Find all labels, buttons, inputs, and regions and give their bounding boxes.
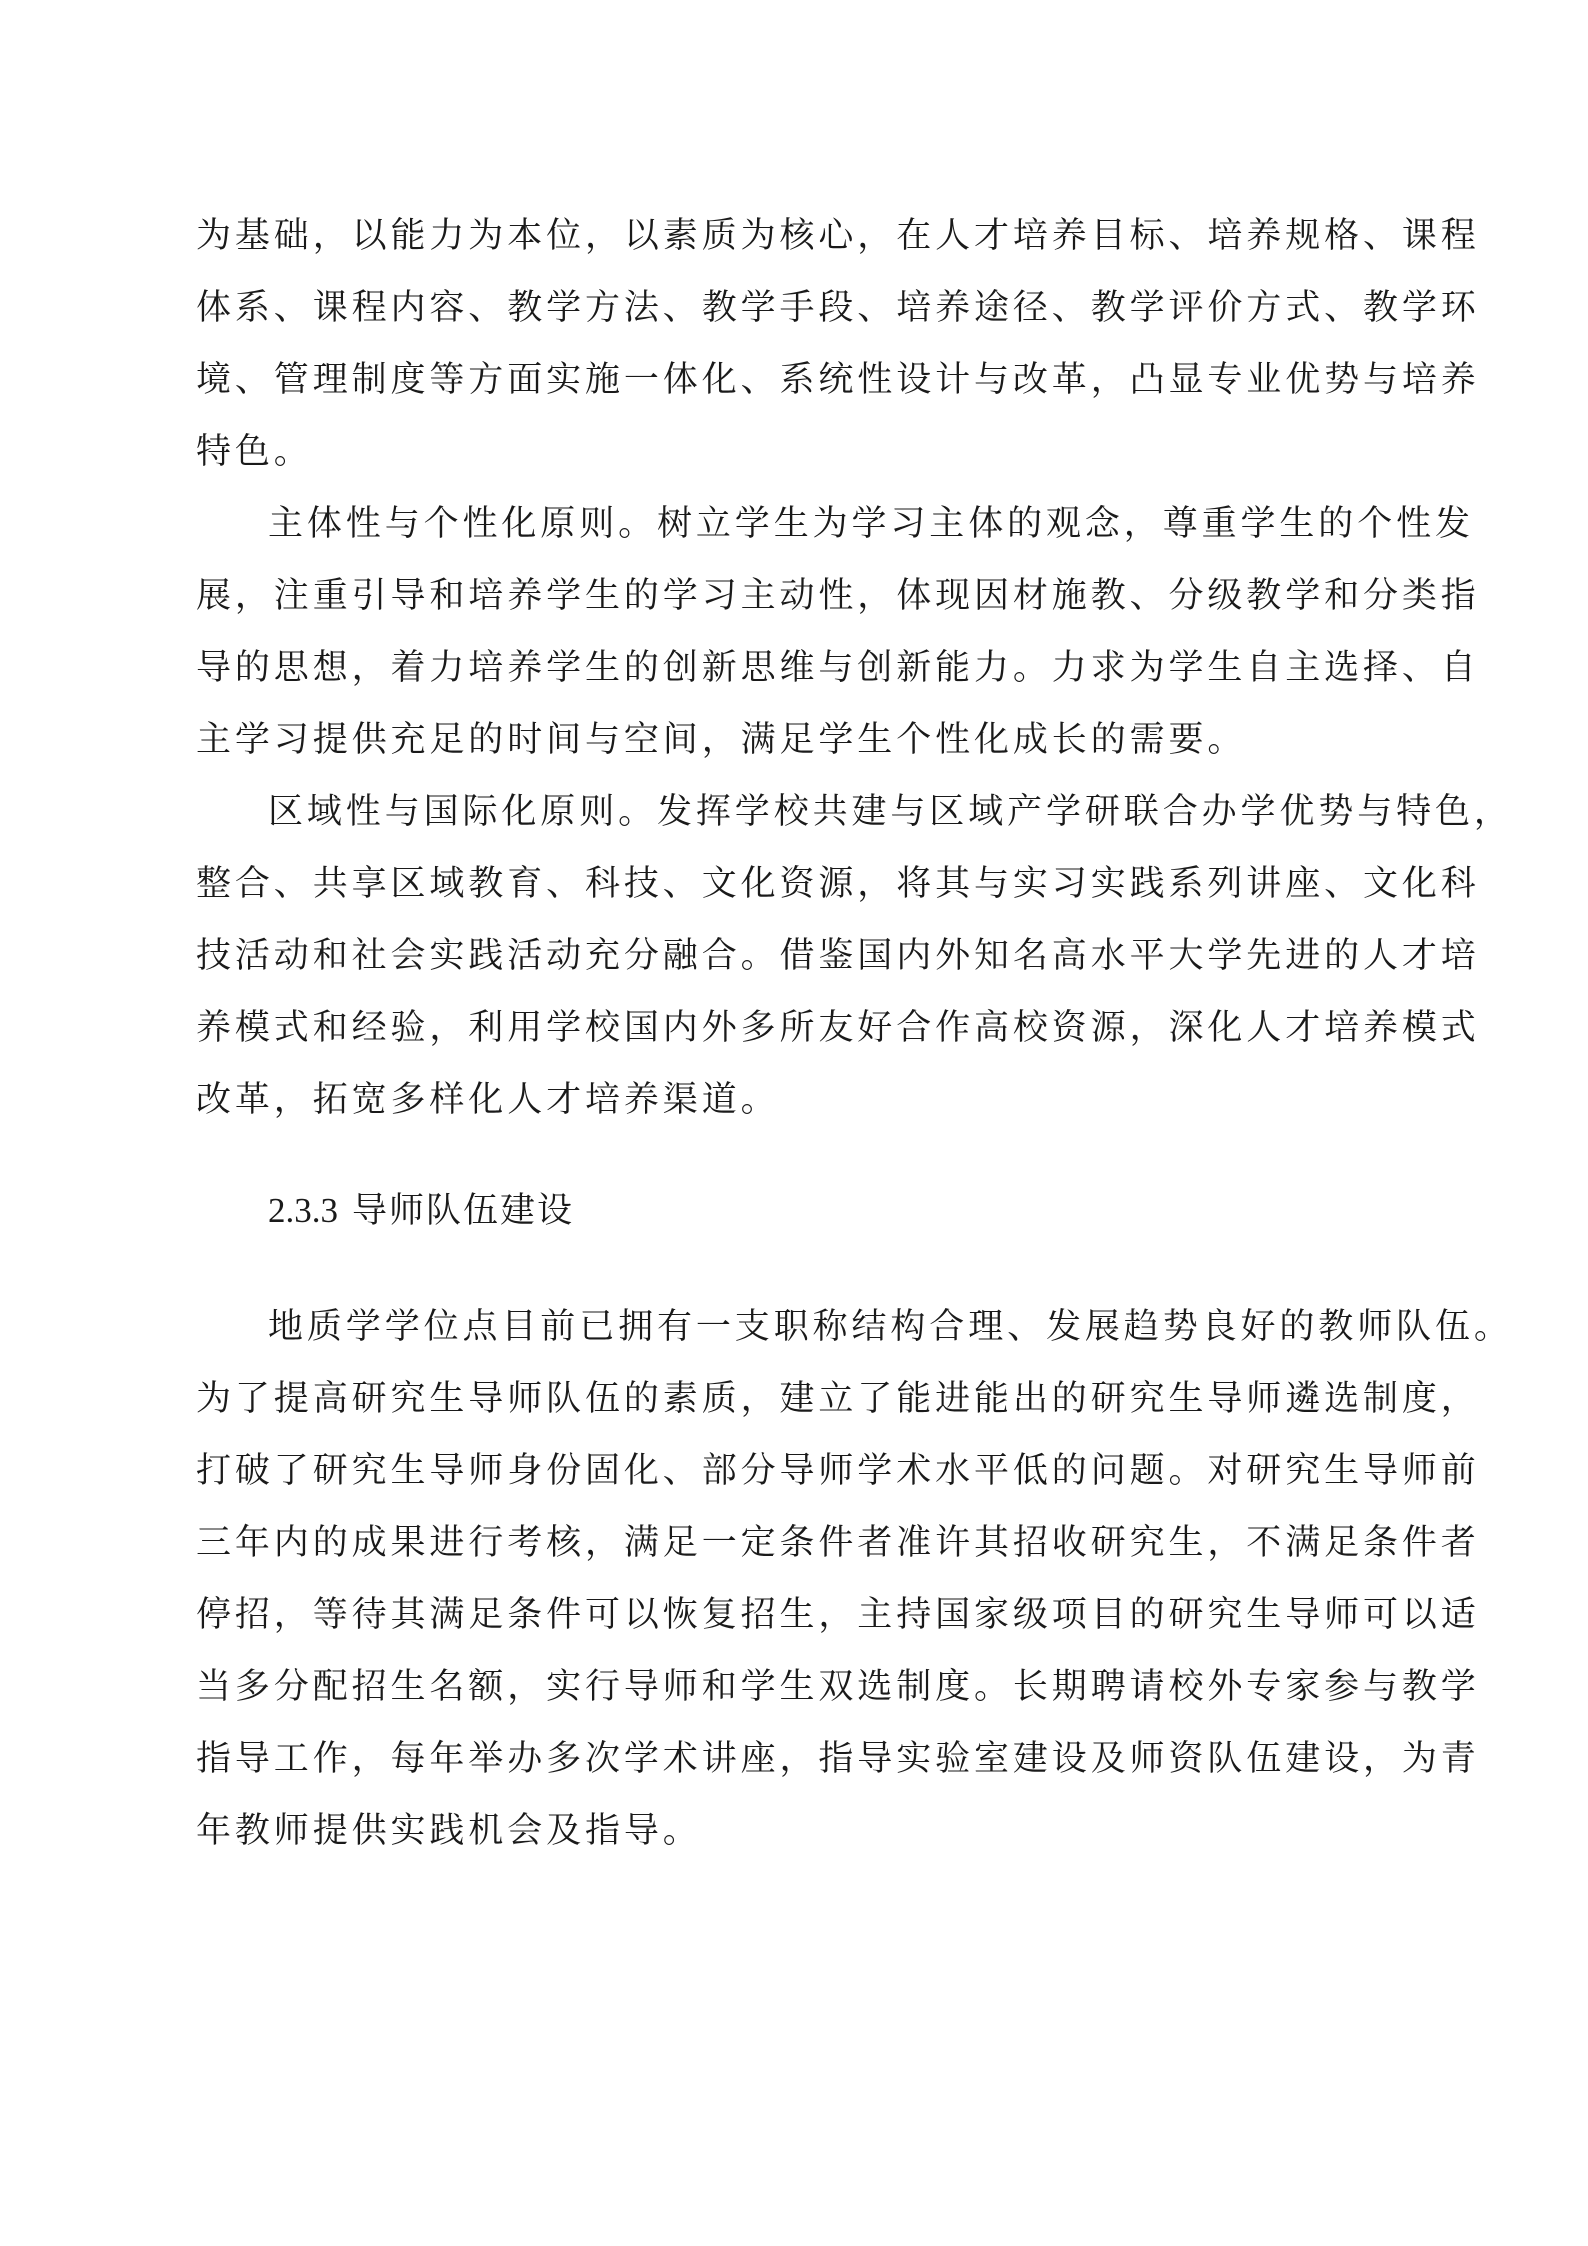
text-line: 为基础，以能力为本位，以素质为核心，在人才培养目标、培养规格、课程 — [196, 216, 1480, 256]
text-line: 导的思想，着力培养学生的创新思维与创新能力。力求为学生自主选择、自 — [196, 648, 1480, 688]
text-line: 当多分配招生名额，实行导师和学生双选制度。长期聘请校外专家参与教学 — [196, 1667, 1480, 1707]
text-line: 为了提高研究生导师队伍的素质，建立了能进能出的研究生导师遴选制度， — [196, 1379, 1480, 1419]
text-line: 指导工作，每年举办多次学术讲座，指导实验室建设及师资队伍建设，为青 — [196, 1739, 1480, 1779]
text-line: 年教师提供实践机会及指导。 — [196, 1811, 702, 1851]
text-line: 改革，拓宽多样化人才培养渠道。 — [196, 1080, 780, 1120]
text-line: 展，注重引导和培养学生的学习主动性，体现因材施教、分级教学和分类指 — [196, 576, 1480, 616]
section-number: 2.3.3 — [268, 1191, 338, 1230]
section-heading — [268, 1189, 574, 1233]
text-line: 三年内的成果进行考核，满足一定条件者准许其招收研究生，不满足条件者 — [196, 1523, 1480, 1563]
text-line: 停招，等待其满足条件可以恢复招生，主持国家级项目的研究生导师可以适 — [196, 1595, 1480, 1635]
text-line: 打破了研究生导师身份固化、部分导师学术水平低的问题。对研究生导师前 — [196, 1451, 1480, 1491]
text-line: 特色。 — [196, 432, 313, 472]
text-line: 主体性与个性化原则。树立学生为学习主体的观念，尊重学生的个性发 — [268, 504, 1474, 544]
text-line: 养模式和经验，利用学校国内外多所友好合作高校资源，深化人才培养模式 — [196, 1008, 1480, 1048]
text-line: 体系、课程内容、教学方法、教学手段、培养途径、教学评价方式、教学环 — [196, 288, 1480, 328]
text-line: 境、管理制度等方面实施一体化、系统性设计与改革，凸显专业优势与培养 — [196, 360, 1480, 400]
text-line: 区域性与国际化原则。发挥学校共建与区域产学研联合办学优势与特色， — [268, 792, 1513, 832]
text-line: 主学习提供充足的时间与空间，满足学生个性化成长的需要。 — [196, 720, 1247, 760]
text-line: 技活动和社会实践活动充分融合。借鉴国内外知名高水平大学先进的人才培 — [196, 936, 1480, 976]
text-line: 地质学学位点目前已拥有一支职称结构合理、发展趋势良好的教师队伍。 — [268, 1307, 1513, 1347]
section-title: 导师队伍建设 — [352, 1191, 575, 1231]
text-line: 整合、共享区域教育、科技、文化资源，将其与实习实践系列讲座、文化科 — [196, 864, 1480, 904]
